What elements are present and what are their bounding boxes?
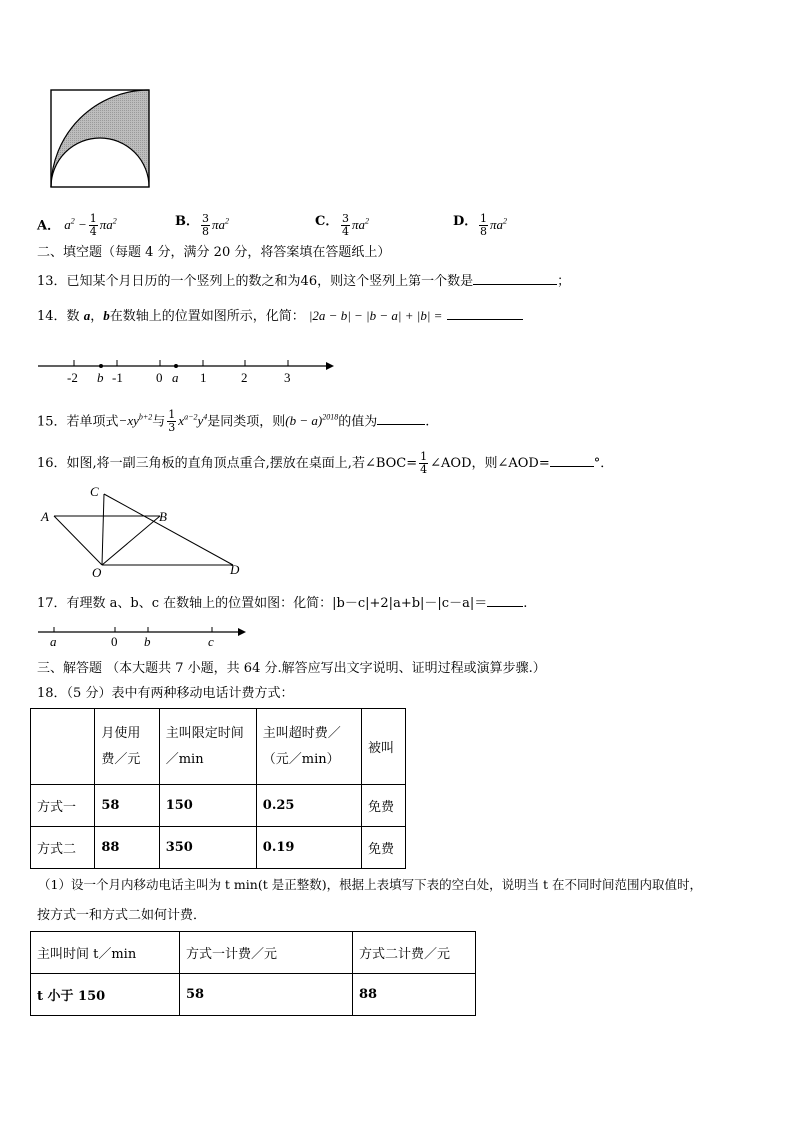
q17-answer-blank[interactable]: [487, 592, 523, 607]
q15-monomial-2: $x^{a-2}y^4$: [178, 413, 208, 429]
table-cell: 免费: [362, 785, 406, 827]
q15-monomial-1: $-xy^{b+2}$: [118, 413, 153, 429]
point-label-c: C: [90, 484, 99, 499]
point-label-b: B: [159, 509, 167, 524]
q16-text: 16．如图,将一副三角板的直角顶点重合,摆放在桌面上,若∠BOC=: [37, 456, 418, 471]
q13-tail: ；: [557, 274, 571, 289]
table-header-cell: [31, 709, 95, 785]
q13-text: 13．已知某个月日历的一个竖列上的数之和为46，则这个竖列上第一个数是: [37, 274, 474, 289]
q14-expression: |2a − b| − |b − a| + |b| =: [308, 308, 443, 323]
option-d-formula: $\frac{1}{8}$ $\pi a^2$: [480, 212, 508, 239]
fraction-1-3: $\frac{1}{3}$: [168, 408, 176, 435]
option-a-label: A．: [37, 218, 61, 234]
q17-number-line: [36, 622, 248, 650]
q15-mid: 是同类项，则: [207, 414, 286, 430]
point-label-a: a: [50, 634, 57, 649]
table-row: [31, 974, 476, 1016]
section2-title: 二、填空题（每题 4 分，满分 20 分，将答案填在答题纸上）: [37, 245, 391, 260]
q17-text: 17．有理数 a、b、c 在数轴上的位置如图：化简：|b－c|+2|a+b|－|c－a|＝: [37, 596, 488, 611]
q16-end: °．: [593, 456, 614, 471]
point-label-b: b: [97, 370, 104, 385]
table-cell: 150: [159, 785, 256, 827]
table-header-cell: 主叫限定时间／min: [159, 709, 256, 785]
tick-label-neg1: -1: [112, 370, 123, 385]
table-header-cell: 方式一计费／元: [180, 932, 353, 974]
point-label-b: b: [144, 634, 151, 649]
tick-label-1: 1: [200, 370, 207, 385]
q14-prefix: 14．数: [37, 309, 80, 324]
option-a-formula: $a^2$ −: [64, 217, 87, 233]
table-header-cell: 主叫时间 t／min: [31, 932, 180, 974]
tick-label-0: 0: [111, 634, 118, 649]
q15-expression: $(b - a)^{2018}$: [285, 413, 339, 429]
question-13: [37, 270, 570, 292]
q18-part1-line1: （1）设一个月内移动电话主叫为 t min(t 是正整数)，根据上表填写下表的空白处，说明当 t 在不同时间范围内取值时，: [38, 877, 703, 892]
table-cell: 58: [180, 974, 353, 1016]
table-cell: 方式一: [31, 785, 95, 827]
option-c-formula: $\frac{3}{4}$ $\pi a^2$: [342, 212, 370, 239]
section3-title: 三、解答题 （本大题共 7 小题，共 64 分.解答应写出文字说明、证明过程或演算步骤.）: [37, 661, 546, 676]
table-row: [31, 785, 406, 827]
q18-billing-table: [30, 931, 476, 1016]
table-cell: 0.19: [256, 827, 361, 869]
point-label-o: O: [92, 565, 102, 580]
tick-label-2: 2: [241, 370, 248, 385]
table-cell: 方式二: [31, 827, 95, 869]
q14-answer-blank[interactable]: [447, 305, 523, 320]
table-cell: 88: [95, 827, 159, 869]
q15-end: .: [425, 414, 430, 430]
q15-tail: 的值为: [338, 414, 378, 430]
question-16: [37, 446, 613, 482]
q15-prefix: 15．若单项式: [37, 414, 119, 430]
point-label-a: A: [41, 509, 49, 524]
q18-fee-table: [30, 708, 406, 869]
tick-label-neg2: -2: [67, 370, 78, 385]
q13-answer-blank[interactable]: [473, 270, 557, 285]
q12-options: A． $a^2$ − $\frac{1}{4}$ $\pi a^2$ B． $\frac{3}{8}$ $\pi a^2$ C． $\frac{3}{4}$ $\pi a^2$ D． $\frac{1}{8}$ $\pi a^2$: [37, 208, 117, 236]
tick-label-0: 0: [156, 370, 163, 385]
q14-mid: 在数轴上的位置如图所示，化简：: [109, 309, 305, 324]
table-cell: t 小于 150: [31, 974, 180, 1016]
question-15: [37, 400, 429, 436]
q16-text2: ∠AOD，则∠AOD=: [430, 456, 550, 471]
option-b-formula: $\frac{3}{8}$ $\pi a^2$: [202, 212, 230, 239]
table-header-cell: 方式二计费／元: [353, 932, 476, 974]
table-header-cell: 月使用费／元: [95, 709, 159, 785]
table-cell: 88: [353, 974, 476, 1016]
q16-answer-blank[interactable]: [550, 452, 594, 467]
option-c-label: C．: [315, 214, 339, 229]
q15-answer-blank[interactable]: [377, 410, 425, 425]
table-cell: 350: [159, 827, 256, 869]
fraction-1-4: $\frac{1}{4}$: [89, 212, 97, 239]
q15-with: 与: [152, 414, 166, 430]
table-cell: 免费: [362, 827, 406, 869]
question-14: 14．数 a，b在数轴上的位置如图所示，化简： |2a − b| − |b − a| + |b| =: [37, 305, 523, 327]
table-cell: 0.25: [256, 785, 361, 827]
table-row: [31, 827, 406, 869]
point-label-d: D: [230, 562, 240, 577]
q16-triangle-figure: [38, 484, 248, 580]
table-header-cell: 被叫: [362, 709, 406, 785]
tick-label-3: 3: [284, 370, 291, 385]
table-cell: 58: [95, 785, 159, 827]
point-label-a: a: [172, 370, 179, 385]
point-label-c: c: [208, 634, 214, 649]
option-b-label: B．: [175, 214, 199, 229]
q18-title: 18．（5 分）表中有两种移动电话计费方式：: [37, 686, 294, 701]
option-d-label: D．: [453, 214, 478, 229]
q18-part1-line2: 按方式一和方式二如何计费．: [37, 908, 207, 923]
table-header-cell: 主叫超时费／（元／min）: [256, 709, 361, 785]
fraction-1-4: $\frac{1}{4}$: [420, 450, 428, 476]
q17-end: .: [523, 596, 528, 611]
q14-number-line: [36, 352, 336, 386]
question-17: [37, 592, 527, 614]
q12-figure: [48, 88, 154, 192]
